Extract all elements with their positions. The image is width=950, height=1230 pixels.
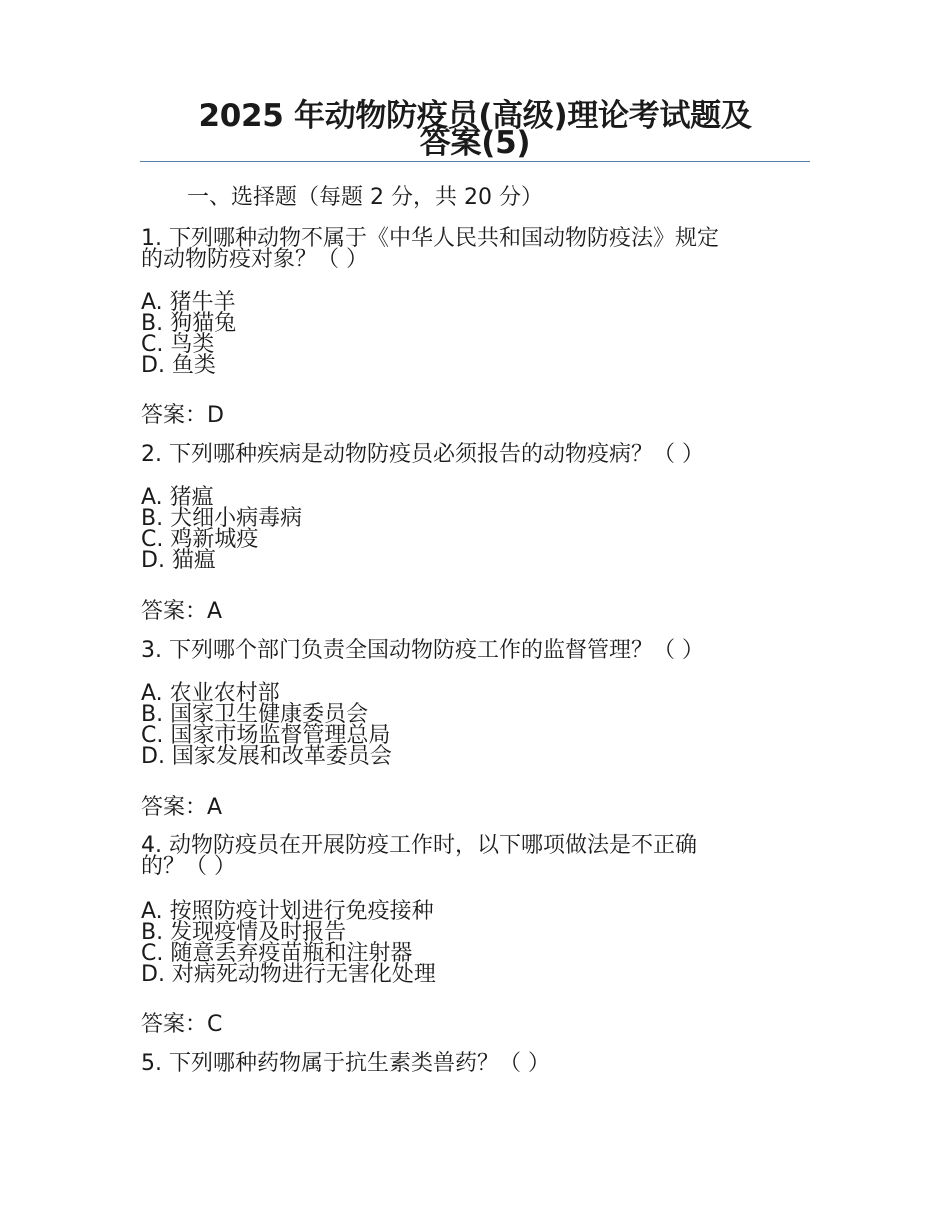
question-2-stem	[141, 444, 811, 465]
title-line-2: 答案(5)	[419, 125, 531, 161]
question-3-answer: 答案：A	[141, 795, 223, 820]
option-a: A. 农业农村部	[141, 681, 280, 706]
question-5-stem	[141, 1053, 811, 1074]
option-a: A. 猪牛羊	[141, 290, 236, 315]
question-text-line: 4. 动物防疫员在开展防疫工作时，以下哪项做法是不正确	[141, 833, 697, 858]
question-4-answer: 答案：C	[141, 1012, 223, 1037]
question-text-line: 5. 下列哪种药物属于抗生素类兽药？（ ）	[141, 1051, 550, 1076]
title-line-1: 2025 年动物防疫员(高级)理论考试题及	[198, 98, 752, 134]
question-2-options	[141, 487, 811, 571]
question-4-options	[141, 901, 811, 985]
option-d: D. 国家发展和改革委员会	[141, 744, 392, 769]
question-3-stem	[141, 640, 811, 661]
option-c: C. 国家市场监督管理总局	[141, 723, 391, 748]
option-c: C. 随意丢弃疫苗瓶和注射器	[141, 941, 413, 966]
question-1-options	[141, 292, 811, 376]
option-b: B. 狗猫兔	[141, 311, 237, 336]
section-heading: 一、选择题（每题 2 分，共 20 分）	[187, 185, 543, 210]
option-d: D. 鱼类	[141, 353, 216, 378]
question-text-line: 3. 下列哪个部门负责全国动物防疫工作的监督管理？（ ）	[141, 638, 704, 663]
option-d: D. 对病死动物进行无害化处理	[141, 962, 436, 987]
question-2-answer: 答案：A	[141, 599, 223, 624]
question-text-line: 的？（ ）	[141, 854, 236, 879]
document-title	[140, 98, 810, 161]
option-a: A. 按照防疫计划进行免疫接种	[141, 899, 434, 924]
option-d: D. 猫瘟	[141, 548, 216, 573]
option-c: C. 鸟类	[141, 332, 215, 357]
option-b: B. 国家卫生健康委员会	[141, 702, 369, 727]
title-divider	[140, 161, 810, 162]
question-text-line: 的动物防疫对象？（ ）	[141, 247, 368, 272]
option-c: C. 鸡新城疫	[141, 527, 259, 552]
question-1-stem	[141, 228, 811, 270]
question-4-stem	[141, 835, 811, 877]
question-1-answer: 答案：D	[141, 403, 224, 428]
option-b: B. 犬细小病毒病	[141, 506, 303, 531]
question-text-line: 1. 下列哪种动物不属于《中华人民共和国动物防疫法》规定	[141, 226, 719, 251]
question-3-options	[141, 683, 811, 767]
option-a: A. 猪瘟	[141, 485, 214, 510]
question-text-line: 2. 下列哪种疾病是动物防疫员必须报告的动物疫病？（ ）	[141, 442, 704, 467]
option-b: B. 发现疫情及时报告	[141, 920, 347, 945]
